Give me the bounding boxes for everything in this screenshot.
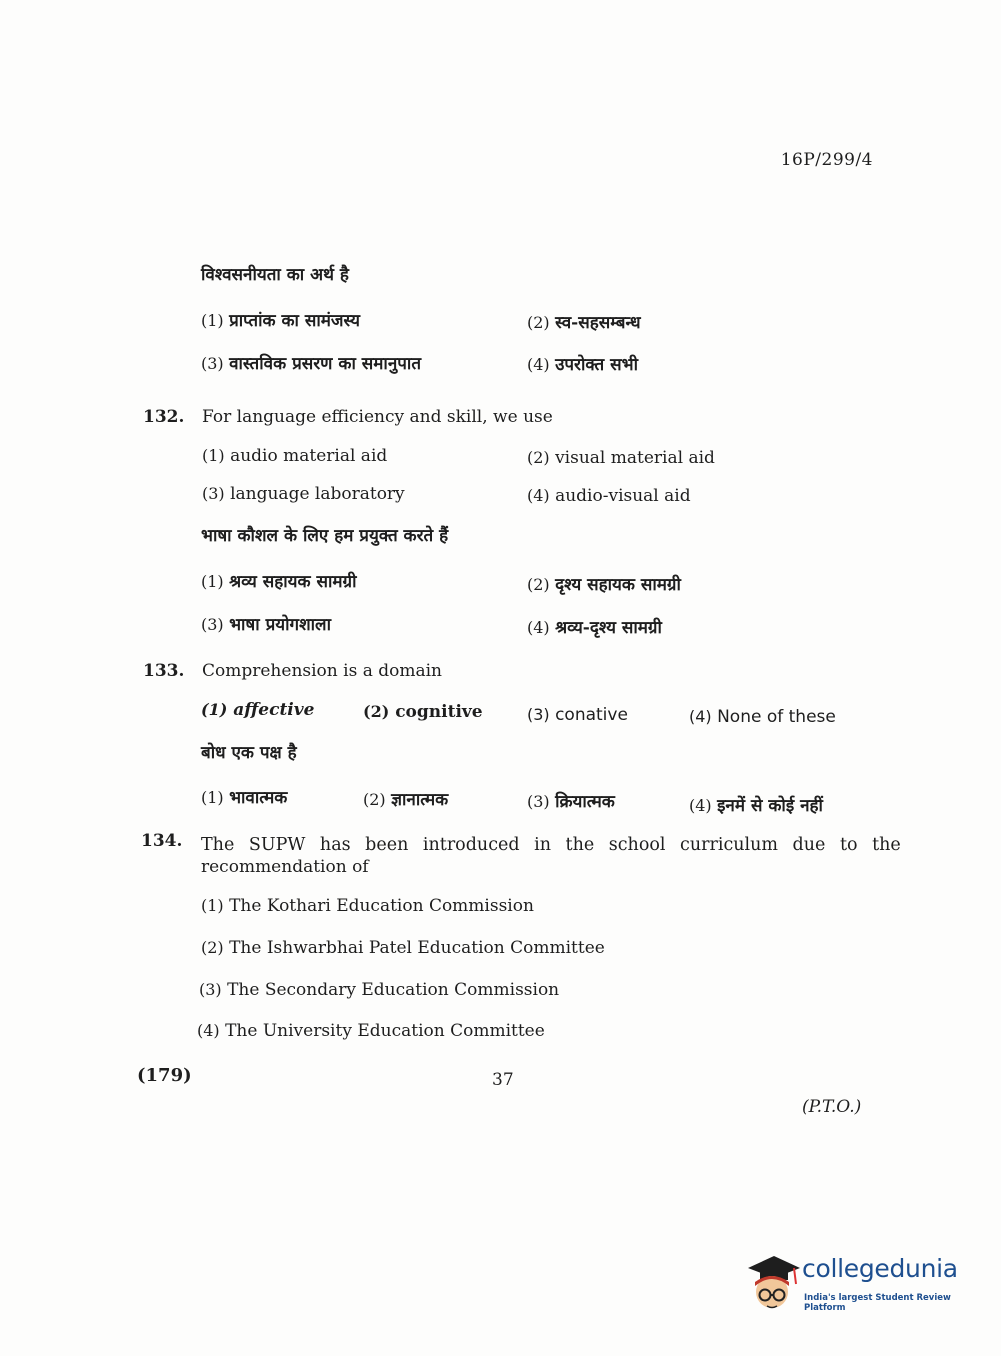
option-text: None of these — [717, 707, 836, 727]
option-number: (1) — [201, 311, 224, 330]
option-number: (4) — [689, 707, 712, 726]
option-number: (3) — [201, 615, 224, 634]
q134-number: 134. — [141, 831, 183, 851]
option-text: उपरोक्त सभी — [555, 355, 638, 375]
q133-option-hi-2 — [363, 787, 448, 810]
q134-question-line1: The SUPW has been introduced in the school curriculum due to the — [201, 835, 901, 855]
q133-option-hi-3 — [527, 789, 615, 812]
option-text: स्व-सहसम्बन्ध — [555, 313, 641, 333]
option-text: cognitive — [395, 702, 483, 722]
option-number: (1) — [201, 896, 224, 915]
q133-option-en-2 — [363, 702, 483, 722]
q134-question-line2: recommendation of — [201, 857, 369, 877]
option-number: (2) — [527, 575, 550, 594]
q132-option-hi-2 — [527, 572, 681, 595]
option-number: (3) — [527, 792, 550, 811]
option-text: The Secondary Education Commission — [227, 980, 560, 1000]
option-text: इनमें से कोई नहीं — [717, 796, 823, 816]
q133-option-hi-4 — [689, 793, 823, 816]
option-text: The University Education Committee — [225, 1021, 545, 1041]
q133-number: 133. — [143, 661, 185, 681]
option-number: (3) — [527, 705, 550, 724]
option-number: (3) — [202, 484, 225, 503]
option-number: (4) — [689, 796, 712, 815]
booklet-number: (179) — [137, 1065, 192, 1086]
q134-option-4 — [197, 1021, 545, 1041]
q133-option-en-1 — [201, 700, 314, 720]
q131-option-1 — [201, 308, 360, 331]
option-text: प्राप्तांक का सामंजस्य — [229, 311, 360, 331]
q133-question-english: Comprehension is a domain — [202, 661, 443, 681]
option-text: audio material aid — [230, 446, 388, 466]
q134-option-1 — [201, 896, 534, 916]
option-text: affective — [233, 700, 315, 720]
q134-option-2 — [201, 938, 605, 958]
brand-tagline: India's largest Student Review Platform — [804, 1293, 951, 1313]
q133-option-en-3 — [527, 705, 628, 725]
page-number: 37 — [492, 1070, 514, 1090]
option-text: conative — [555, 705, 628, 725]
option-text: भावात्मक — [229, 788, 288, 808]
option-number: (2) — [527, 313, 550, 332]
option-number: (1) — [202, 446, 225, 465]
option-text: क्रियात्मक — [555, 792, 615, 812]
option-text: The Kothari Education Commission — [229, 896, 534, 916]
option-number: (2) — [201, 938, 224, 957]
option-text: दृश्य सहायक सामग्री — [555, 575, 681, 595]
mascot-icon — [742, 1250, 802, 1314]
option-number: (1) — [201, 572, 224, 591]
option-number: (3) — [199, 980, 222, 999]
q133-option-hi-1 — [201, 785, 287, 808]
option-text: भाषा प्रयोगशाला — [229, 615, 331, 635]
option-number: (1) — [201, 700, 228, 719]
option-number: (4) — [527, 618, 550, 637]
q131-option-4 — [527, 352, 638, 375]
option-number: (2) — [363, 702, 390, 721]
brand-name: collegedunia — [802, 1254, 958, 1283]
q132-question-english: For language efficiency and skill, we use — [202, 407, 553, 427]
q132-question-hindi: भाषा कौशल के लिए हम प्रयुक्त करते हैं — [201, 526, 449, 546]
option-text: श्रव्य-दृश्य सामग्री — [555, 618, 662, 638]
collegedunia-logo — [742, 1250, 968, 1314]
q132-option-en-1 — [202, 446, 387, 466]
option-text: श्रव्य सहायक सामग्री — [229, 572, 357, 592]
q132-number: 132. — [143, 407, 185, 427]
option-text: audio-visual aid — [555, 486, 691, 506]
q132-option-hi-4 — [527, 615, 662, 638]
option-number: (3) — [201, 354, 224, 373]
option-number: (2) — [527, 448, 550, 467]
option-text: ज्ञानात्मक — [391, 790, 449, 810]
q132-option-en-3 — [202, 484, 405, 504]
q133-option-en-4 — [689, 707, 836, 727]
q132-option-hi-3 — [201, 612, 331, 635]
option-text: language laboratory — [230, 484, 405, 504]
option-text: वास्तविक प्रसरण का समानुपात — [229, 354, 422, 374]
q132-option-en-2 — [527, 448, 715, 468]
paper-code: 16P/299/4 — [780, 150, 873, 170]
option-text: The Ishwarbhai Patel Education Committee — [229, 938, 605, 958]
option-text: visual material aid — [555, 448, 715, 468]
q132-option-en-4 — [527, 486, 691, 506]
option-number: (4) — [527, 486, 550, 505]
q131-question-hindi: विश्वसनीयता का अर्थ है — [201, 265, 349, 285]
q132-option-hi-1 — [201, 569, 357, 592]
option-number: (4) — [527, 355, 550, 374]
q131-option-2 — [527, 310, 641, 333]
q134-option-3 — [199, 980, 559, 1000]
option-number: (4) — [197, 1021, 220, 1040]
option-number: (2) — [363, 790, 386, 809]
q131-option-3 — [201, 351, 421, 374]
q133-question-hindi: बोध एक पक्ष है — [201, 743, 297, 763]
please-turn-over: (P.T.O.) — [802, 1097, 862, 1117]
option-number: (1) — [201, 788, 224, 807]
